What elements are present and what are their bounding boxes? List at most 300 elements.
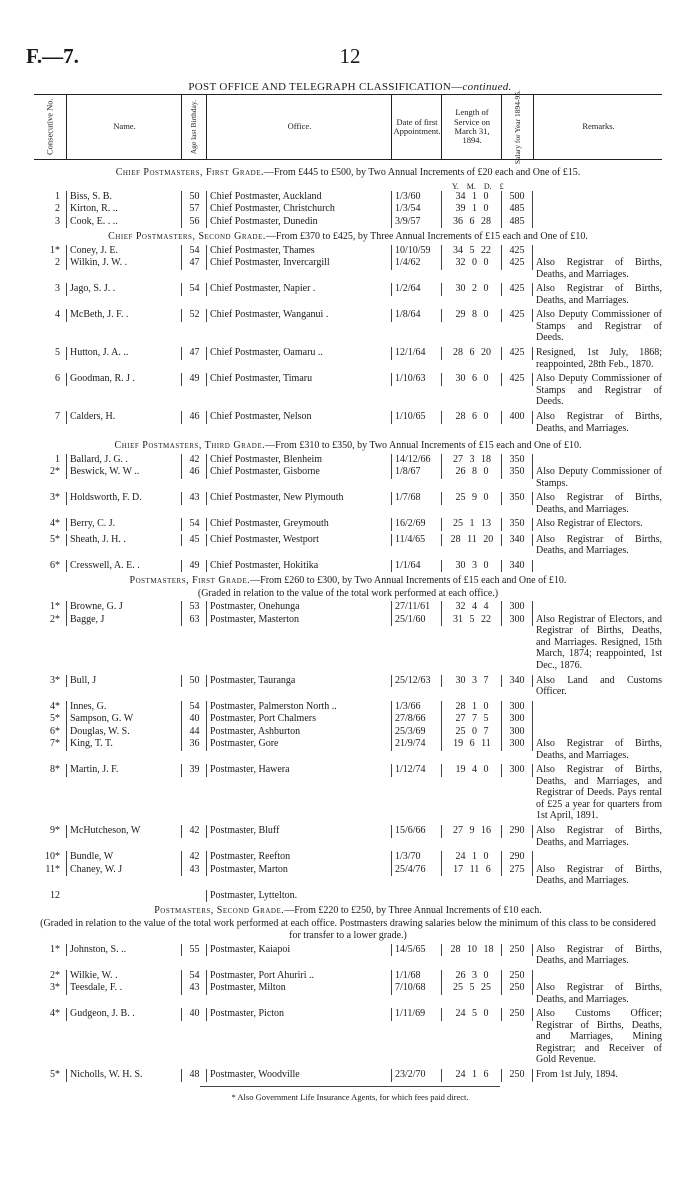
entry-name: Beswick, W. W .. (66, 466, 181, 479)
entry-date: 12/1/64 (391, 347, 441, 360)
entry-age: 46 (181, 411, 207, 424)
entry-name: Biss, S. B. (66, 191, 181, 204)
table-row (34, 560, 662, 573)
entry-office: Chief Postmaster, Thames (206, 245, 391, 258)
entry-office: Chief Postmaster, Dunedin (206, 216, 391, 229)
entry-office: Chief Postmaster, Greymouth (206, 518, 391, 531)
entry-age: 43 (181, 982, 207, 995)
entry-service-length: 19 4 0 (441, 764, 502, 777)
table-row (34, 466, 662, 492)
table-row (34, 534, 662, 560)
entry-number: 3* (50, 982, 60, 993)
grade-title: Postmasters, First Grade. (129, 575, 251, 586)
entry-number: 6 (55, 373, 60, 384)
entry-date: 11/4/65 (391, 534, 441, 547)
entry-name: Berry, C. J. (66, 518, 181, 531)
entry-name: Hutton, J. A. .. (66, 347, 181, 360)
entry-office: Postmaster, Milton (206, 982, 391, 995)
entry-salary: 250 (501, 1008, 533, 1021)
col-date: Date of first Appointment. (391, 95, 442, 159)
entry-office: Chief Postmaster, Timaru (206, 373, 391, 386)
entry-salary: 500 (501, 191, 533, 204)
table-row (34, 216, 662, 229)
entry-name: Ballard, J. G. . (66, 454, 181, 467)
entry-number: 3* (50, 492, 60, 503)
entry-name: King, T. T. (66, 738, 181, 751)
entry-date: 1/1/64 (391, 560, 441, 573)
col-office: Office. (206, 95, 392, 159)
entry-number: 2 (55, 203, 60, 214)
entry-age: 43 (181, 864, 207, 877)
grade-description: —From £445 to £500, by Two Annual Increments of £20 each and One of £15. (264, 167, 581, 178)
entry-name: Innes, G. (66, 701, 181, 714)
entry-age: 54 (181, 970, 207, 983)
entry-date: 1/10/63 (391, 373, 441, 386)
grade-title: Chief Postmasters, Third Grade. (114, 440, 266, 451)
table-row (34, 257, 662, 283)
entry-office: Postmaster, Marton (206, 864, 391, 877)
entry-salary: 340 (501, 560, 533, 573)
entry-service-length: 25 5 25 (441, 982, 502, 995)
entry-remarks: Also Registrar of Births, Deaths, and Marriages. (536, 283, 662, 306)
entry-date: 7/10/68 (391, 982, 441, 995)
table-row (34, 970, 662, 983)
col-name: Name. (66, 95, 182, 159)
col-age: Age last Birthday. (181, 95, 207, 159)
table-row (34, 825, 662, 851)
table-row (34, 283, 662, 309)
entry-service-length: 25 9 0 (441, 492, 502, 505)
entry-name: Douglas, W. S. (66, 726, 181, 739)
entry-age: 54 (181, 283, 207, 296)
entry-office: Postmaster, Woodville (206, 1069, 391, 1082)
entry-number: 4 (55, 309, 60, 320)
entry-name: Holdsworth, F. D. (66, 492, 181, 505)
entry-date: 1/12/74 (391, 764, 441, 777)
entry-service-length: 32 4 4 (441, 601, 502, 614)
entry-number: 4* (50, 518, 60, 529)
entry-remarks: Also Registrar of Electors. (536, 518, 643, 529)
entry-age: 57 (181, 203, 207, 216)
entry-age: 50 (181, 191, 207, 204)
entry-salary: 485 (501, 203, 533, 216)
entry-name: Wilkin, J. W. . (66, 257, 181, 270)
table-row (34, 411, 662, 437)
entry-date: 1/1/68 (391, 970, 441, 983)
entry-office: Chief Postmaster, Oamaru .. (206, 347, 391, 360)
entry-office: Postmaster, Reefton (206, 851, 391, 864)
entry-service-length: 28 6 20 (441, 347, 502, 360)
table-row (34, 347, 662, 373)
entry-remarks: Also Registrar of Births, Deaths, and Marriages. (536, 863, 662, 886)
entry-remarks: Also Deputy Commissioner of Stamps. (536, 466, 662, 489)
entry-remarks: Also Land and Customs Officer. (536, 674, 662, 697)
entry-office: Chief Postmaster, Hokitika (206, 560, 391, 573)
table-row (34, 726, 662, 739)
entry-salary: 350 (501, 454, 533, 467)
table-row (34, 601, 662, 614)
grade-title: Chief Postmasters, Second Grade. (108, 231, 266, 242)
entry-remarks: Also Registrar of Electors, and Registrar of Births, Deaths, and Marriages. Resigned, 15th March, 1874; reappointed, 1st Dec., 1876. (536, 613, 662, 671)
entry-office: Postmaster, Gore (206, 738, 391, 751)
entry-office: Postmaster, Port Chalmers (206, 713, 391, 726)
entry-office: Chief Postmaster, Nelson (206, 411, 391, 424)
col-salary: Salary for Year 1894-95. (501, 95, 534, 159)
entry-name: McHutcheson, W (66, 825, 181, 838)
entry-office: Chief Postmaster, Blenheim (206, 454, 391, 467)
entry-remarks: Also Registrar of Births, Deaths, and Marriages. (536, 533, 662, 556)
entry-service-length: 34 5 22 (441, 245, 502, 258)
entry-remarks: Also Customs Officer; Registrar of Births, Deaths, and Marriages, Mining Registrar; and Receiver of Gold Revenue. (536, 1008, 662, 1065)
entry-name: Martin, J. F. (66, 764, 181, 777)
entry-date: 1/3/70 (391, 851, 441, 864)
entry-service-length: 39 1 0 (441, 203, 502, 216)
entry-name: Sampson, G. W (66, 713, 181, 726)
entry-age: 47 (181, 257, 207, 270)
grade-title: Postmasters, Second Grade. (154, 905, 285, 916)
entry-name: Cresswell, A. E. . (66, 560, 181, 573)
entry-age: 56 (181, 216, 207, 229)
entry-age: 40 (181, 713, 207, 726)
page-id: F.—7. (26, 44, 79, 68)
footnote: * Also Government Life Insurance Agents, for which fees paid direct. (231, 1092, 469, 1102)
table-row (34, 614, 662, 675)
entry-name: Calders, H. (66, 411, 181, 424)
entry-name: Goodman, R. J . (66, 373, 181, 386)
entry-name: Sheath, J. H. . (66, 534, 181, 547)
entry-name: Johnston, S. .. (66, 944, 181, 957)
entry-office: Chief Postmaster, Invercargill (206, 257, 391, 270)
entry-remarks: Also Registrar of Births, Deaths, and Marriages. (536, 492, 662, 515)
title-main: POST OFFICE AND TELEGRAPH CLASSIFICATION— (188, 81, 463, 93)
entry-age: 45 (181, 534, 207, 547)
table-row (34, 309, 662, 347)
entry-remarks: Also Registrar of Births, Deaths, and Marriages. (536, 825, 662, 848)
entry-age: 47 (181, 347, 207, 360)
grade-heading (34, 572, 662, 601)
grade-description: —From £370 to £425, by Three Annual Increments of £15 each and One of £10. (265, 231, 588, 242)
units-row (34, 181, 662, 191)
entry-date: 25/4/76 (391, 864, 441, 877)
entry-number: 1 (55, 190, 60, 202)
page-title (0, 81, 700, 93)
table-row (34, 713, 662, 726)
entry-salary: 425 (501, 347, 533, 360)
entry-remarks: Also Registrar of Births, Deaths, and Marriages. (536, 982, 662, 1005)
entry-number: 5* (50, 713, 60, 724)
entry-age: 55 (181, 944, 207, 957)
entry-number: 3* (50, 674, 60, 686)
entry-remarks: Resigned, 1st July, 1868; reappointed, 28th Feb., 1870. (536, 347, 662, 370)
entry-name: Bundle, W (66, 851, 181, 864)
table-row (34, 738, 662, 764)
entry-number: 6* (50, 725, 60, 737)
entry-service-length: 30 6 0 (441, 373, 502, 386)
table-row (34, 944, 662, 970)
entry-age: 50 (181, 675, 207, 688)
entry-service-length: 28 6 0 (441, 411, 502, 424)
table-row (34, 454, 662, 467)
entry-salary: 425 (501, 373, 533, 386)
table-row (34, 764, 662, 825)
entry-number: 1 (55, 453, 60, 465)
entry-number: 12 (50, 889, 60, 901)
grade-heading (34, 902, 662, 944)
entry-remarks: Also Registrar of Births, Deaths, and Marriages. (536, 943, 662, 966)
entry-date: 25/1/60 (391, 614, 441, 627)
entry-service-length: 25 0 7 (441, 726, 502, 739)
entry-salary: 425 (501, 257, 533, 270)
entry-age: 42 (181, 454, 207, 467)
entry-office: Postmaster, Palmerston North .. (206, 701, 391, 714)
entry-date: 1/4/62 (391, 257, 441, 270)
entry-salary: 275 (501, 864, 533, 877)
entry-date: 1/8/64 (391, 309, 441, 322)
entry-age: 43 (181, 492, 207, 505)
entry-salary: 300 (501, 601, 533, 614)
entry-salary: 350 (501, 518, 533, 531)
entry-salary: 250 (501, 944, 533, 957)
grade-description: —From £260 to £300, by Two Annual Increments of £15 each and One of £10. (250, 575, 567, 586)
entry-service-length: 27 3 18 (441, 454, 502, 467)
footnote-rule (200, 1086, 500, 1087)
entry-remarks: Also Registrar of Births, Deaths, and Marriages, and Registrar of Deeds. Pays rental of £25 a year for quarters from 1st April, 1891. (536, 764, 662, 821)
entry-number: 2 (55, 257, 60, 268)
entry-service-length: 30 3 7 (441, 675, 502, 688)
table-row (34, 518, 662, 534)
service-units: Y. M. D. £ (452, 181, 504, 191)
col-no: Consecutive No. (44, 98, 55, 156)
entry-office: Postmaster, Masterton (206, 614, 391, 627)
entry-service-length: 19 6 11 (441, 738, 502, 751)
classification-table (34, 164, 662, 1085)
table-row (34, 191, 662, 204)
entry-date: 15/6/66 (391, 825, 441, 838)
grade-heading (34, 164, 662, 181)
entry-number: 9* (50, 825, 60, 836)
table-row (34, 373, 662, 411)
entry-date: 23/2/70 (391, 1069, 441, 1082)
entry-date: 16/2/69 (391, 518, 441, 531)
entry-salary: 300 (501, 738, 533, 751)
entry-office: Chief Postmaster, Christchurch (206, 203, 391, 216)
entry-name: Wilkie, W. . (66, 970, 181, 983)
entry-service-length: 24 1 6 (441, 1069, 502, 1082)
grade-heading (34, 228, 662, 245)
entry-salary: 340 (501, 534, 533, 547)
entry-age: 54 (181, 245, 207, 258)
entry-service-length: 26 3 0 (441, 970, 502, 983)
entry-age: 49 (181, 560, 207, 573)
entry-office: Postmaster, Hawera (206, 764, 391, 777)
entry-salary: 290 (501, 851, 533, 864)
entry-age: 44 (181, 726, 207, 739)
entry-age: 48 (181, 1069, 207, 1082)
entry-age: 52 (181, 309, 207, 322)
table-row (34, 203, 662, 216)
entry-salary: 290 (501, 825, 533, 838)
table-row (34, 864, 662, 890)
entry-office: Postmaster, Bluff (206, 825, 391, 838)
entry-service-length: 30 2 0 (441, 283, 502, 296)
grade-heading (34, 437, 662, 454)
entry-salary: 340 (501, 675, 533, 688)
entry-age: 40 (181, 1008, 207, 1021)
entry-service-length: 28 10 18 (441, 944, 502, 957)
page-number: 12 (339, 44, 361, 68)
entry-remarks: Also Registrar of Births, Deaths, and Marriages. (536, 411, 662, 434)
entry-number: 4* (50, 700, 60, 712)
entry-salary: 250 (501, 982, 533, 995)
entry-number: 2* (50, 466, 60, 477)
entry-salary: 425 (501, 283, 533, 296)
entry-date: 3/9/57 (391, 216, 441, 229)
entry-date: 14/12/66 (391, 454, 441, 467)
entry-number: 7* (50, 738, 60, 749)
entry-date: 1/11/69 (391, 1008, 441, 1021)
entry-number: 1* (50, 244, 60, 256)
title-continued: continued. (462, 81, 512, 93)
entry-office: Postmaster, Kaiapoi (206, 944, 391, 957)
entry-service-length: 32 0 0 (441, 257, 502, 270)
entry-number: 1* (50, 943, 60, 955)
entry-name: Browne, G. J (66, 601, 181, 614)
grade-note: (Graded in relation to the value of the total work performed at each office.) (197, 587, 499, 599)
entry-age: 42 (181, 825, 207, 838)
entry-name: Cook, E. . .. (66, 216, 181, 229)
entry-service-length: 24 1 0 (441, 851, 502, 864)
entry-age: 54 (181, 701, 207, 714)
entry-remarks: Also Deputy Commissioner of Stamps and Registrar of Deeds. (536, 309, 662, 343)
entry-salary: 250 (501, 970, 533, 983)
table-row (34, 675, 662, 701)
entry-salary: 485 (501, 216, 533, 229)
entry-date: 21/9/74 (391, 738, 441, 751)
entry-number: 6* (50, 559, 60, 571)
entry-salary: 400 (501, 411, 533, 424)
entry-office: Postmaster, Lyttelton. (206, 890, 391, 903)
entry-service-length: 17 11 6 (441, 864, 502, 877)
entry-number: 1* (50, 601, 60, 612)
entry-remarks: From 1st July, 1894. (536, 1069, 618, 1080)
entry-service-length: 27 9 16 (441, 825, 502, 838)
entry-age: 36 (181, 738, 207, 751)
table-row (34, 851, 662, 864)
entry-name: Chaney, W. J (66, 864, 181, 877)
entry-date: 1/3/60 (391, 191, 441, 204)
entry-office: Chief Postmaster, Gisborne (206, 466, 391, 479)
entry-date: 1/3/66 (391, 701, 441, 714)
col-remarks: Remarks. (533, 95, 663, 159)
entry-service-length: 25 1 13 (441, 518, 502, 531)
entry-date: 27/11/61 (391, 601, 441, 614)
table-row (34, 492, 662, 518)
entry-number: 7 (55, 411, 60, 422)
entry-name: Teesdale, F. . (66, 982, 181, 995)
entry-number: 5* (50, 1069, 60, 1080)
entry-age: 39 (181, 764, 207, 777)
grade-title: Chief Postmasters, First Grade. (115, 167, 264, 178)
entry-service-length: 31 5 22 (441, 614, 502, 627)
entry-date: 14/5/65 (391, 944, 441, 957)
entry-number: 8* (50, 764, 60, 775)
entry-service-length: 27 7 5 (441, 713, 502, 726)
entry-number: 4* (50, 1008, 60, 1019)
entry-name: Kirton, R. .. (66, 203, 181, 216)
entry-service-length: 34 1 0 (441, 191, 502, 204)
entry-name: Bull, J (66, 675, 181, 688)
col-length: Length of Service on March 31, 1894. (441, 95, 502, 159)
entry-service-length: 36 6 28 (441, 216, 502, 229)
entry-name: Bagge, J (66, 614, 181, 627)
entry-salary: 300 (501, 764, 533, 777)
entry-date: 27/8/66 (391, 713, 441, 726)
entry-salary: 250 (501, 1069, 533, 1082)
entry-service-length: 29 8 0 (441, 309, 502, 322)
table-row (34, 1008, 662, 1069)
entry-salary: 300 (501, 713, 533, 726)
entry-salary: 300 (501, 726, 533, 739)
entry-salary: 350 (501, 466, 533, 479)
entry-salary: 425 (501, 309, 533, 322)
entry-service-length: 30 3 0 (441, 560, 502, 573)
entry-name: Jago, S. J. . (66, 283, 181, 296)
entry-number: 3 (55, 215, 60, 227)
entry-office: Chief Postmaster, Napier . (206, 283, 391, 296)
entry-date: 1/2/64 (391, 283, 441, 296)
entry-office: Chief Postmaster, Westport (206, 534, 391, 547)
entry-number: 2* (50, 613, 60, 625)
entry-number: 5 (55, 347, 60, 358)
table-row (34, 245, 662, 258)
entry-name: Nicholls, W. H. S. (66, 1069, 181, 1082)
entry-name: McBeth, J. F. . (66, 309, 181, 322)
table-row (34, 982, 662, 1008)
entry-remarks: Also Registrar of Births, Deaths, and Marriages. (536, 738, 662, 761)
grade-description: —From £310 to £350, by Two Annual Increments of £15 each and One of £10. (265, 440, 582, 451)
table-row (34, 890, 662, 903)
entry-date: 1/10/65 (391, 411, 441, 424)
entry-name: Gudgeon, J. B. . (66, 1008, 181, 1021)
entry-number: 3 (55, 283, 60, 294)
entry-date: 25/3/69 (391, 726, 441, 739)
entry-age: 46 (181, 466, 207, 479)
entry-remarks: Also Deputy Commissioner of Stamps and Registrar of Deeds. (536, 373, 662, 407)
entry-salary: 300 (501, 614, 533, 627)
entry-service-length: 28 1 0 (441, 701, 502, 714)
entry-date: 1/3/54 (391, 203, 441, 216)
entry-age: 54 (181, 518, 207, 531)
entry-remarks: Also Registrar of Births, Deaths, and Marriages. (536, 257, 662, 280)
entry-office: Postmaster, Ashburton (206, 726, 391, 739)
entry-date: 1/7/68 (391, 492, 441, 505)
entry-office: Chief Postmaster, New Plymouth (206, 492, 391, 505)
entry-office: Postmaster, Onehunga (206, 601, 391, 614)
entry-service-length: 24 5 0 (441, 1008, 502, 1021)
entry-age: 42 (181, 851, 207, 864)
entry-office: Postmaster, Tauranga (206, 675, 391, 688)
entry-age: 53 (181, 601, 207, 614)
entry-number: 10* (45, 851, 60, 862)
entry-salary: 300 (501, 701, 533, 714)
entry-date: 25/12/63 (391, 675, 441, 688)
entry-office: Chief Postmaster, Auckland (206, 191, 391, 204)
entry-number: 11* (45, 863, 60, 875)
entry-salary: 350 (501, 492, 533, 505)
entry-number: 2* (50, 969, 60, 981)
entry-age: 63 (181, 614, 207, 627)
table-row (34, 701, 662, 714)
